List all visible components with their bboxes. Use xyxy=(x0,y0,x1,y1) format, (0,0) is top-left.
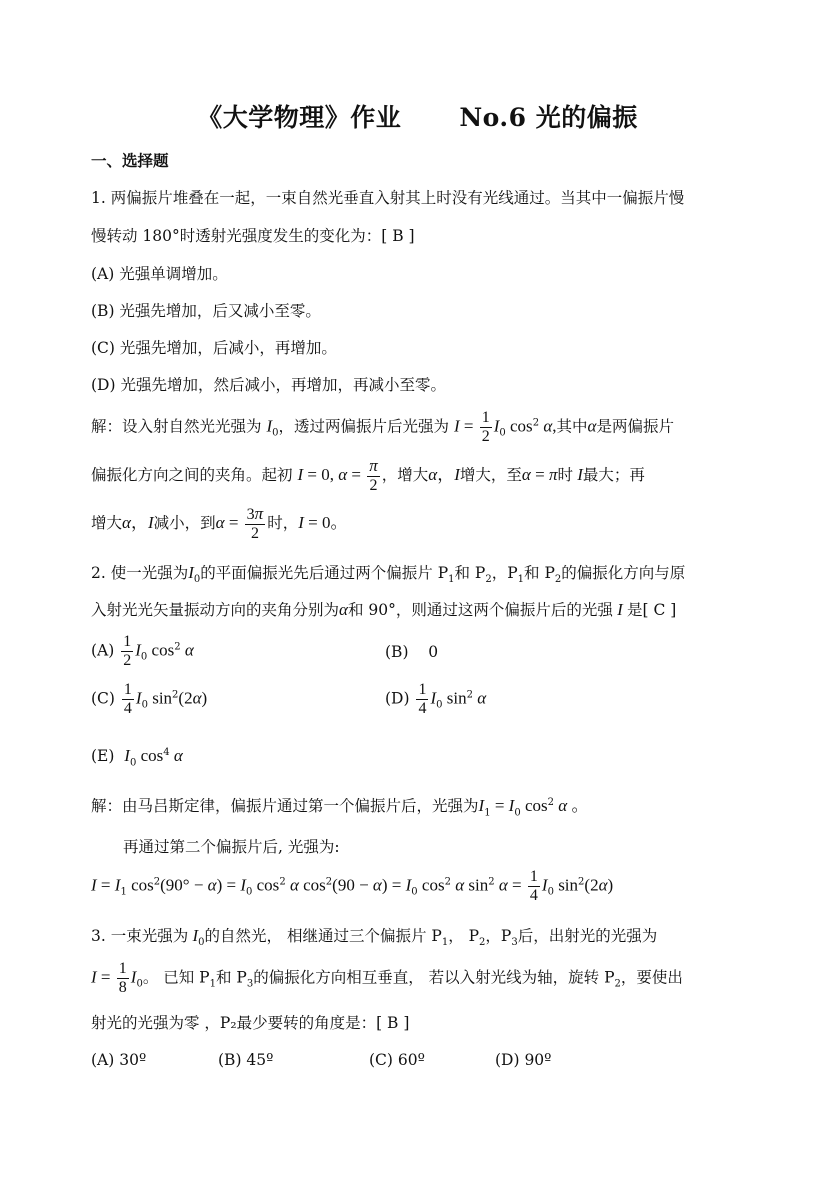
q1-option-a: (A) 光强单调增加。 xyxy=(91,265,228,283)
q2-option-c: (C) $\frac{1}{4}$ $I_0$ $\sin^2(2\alpha)$ xyxy=(91,681,208,717)
section-heading: 一、选择题 xyxy=(91,151,169,170)
q1-option-c: (C) 光强先增加，后减小，再增加。 xyxy=(91,339,337,357)
q2-option-a: (A) $\frac{1}{2}$ $I_0$ $\cos^2 \alpha$ xyxy=(91,633,194,669)
q1-option-b: (B) 光强先增加，后又减小至零。 xyxy=(91,302,321,320)
q3-stem-line1: 3. 一束光强为 $I_0$的自然光， 相继通过三个偏振片 $P_1$， $P_2$，$P_3$后，出射光的光强为 xyxy=(91,926,658,949)
q2-option-e: (E) $I_0$ $\cos^4 \alpha$ xyxy=(91,746,183,769)
q2-stem-line2: 入射光光矢量振动方向的夹角分别为α和 90°，则通过这两个偏振片后的光强 I 是[ C ] xyxy=(91,600,677,619)
q3-option-d: (D) 90º xyxy=(495,1051,552,1069)
q1-stem-line1: 1. 两偏振片堆叠在一起，一束自然光垂直入射其上时没有光线通过。当其中一偏振片慢 xyxy=(91,189,685,207)
q3-option-b: (B) 45º xyxy=(218,1051,274,1069)
page-title xyxy=(0,98,835,134)
q3-stem-line3: 射光的光强为零 ，P₂最少要转的角度是：[ B ] xyxy=(91,1014,410,1032)
q1-option-d: (D) 光强先增加，然后减小，再增加，再减小至零。 xyxy=(91,376,446,394)
q3-option-a: (A) 30º xyxy=(91,1051,147,1069)
title-left: 《大学物理》作业 xyxy=(197,103,402,132)
q2-solution-line2: 再通过第二个偏振片后, 光强为: xyxy=(123,838,340,856)
q1-stem-line2: 慢转动 180°时透射光强度发生的变化为：[ B ] xyxy=(91,227,415,245)
q1-solution-line1: 解：设入射自然光光强为 $I_0$，透过两偏振片后光强为 I = $\frac{1}{2}$ $I_0$ $\cos^2 \alpha$,其中α是两偏振片 xyxy=(91,409,674,445)
q3-stem-line2: I = $\frac{1}{8}$ $I_0$。 已知 $P_1$和 $P_3$的偏振化方向相互垂直， 若以入射光线为轴，旋转 $P_2$，要使出 xyxy=(91,960,683,996)
q2-option-d: (D) $\frac{1}{4}$ $I_0$ $\sin^2 \alpha$ xyxy=(385,681,487,717)
q2-solution-line1: 解：由马吕斯定律，偏振片通过第一个偏振片后，光强为$I_1 = I_0$ $\cos^2 \alpha$ 。 xyxy=(91,796,589,819)
q1-solution-line3: 增大α，I减小，到α = $\frac{3\pi}{2}$ 时，I = 0。 xyxy=(91,504,348,542)
q3-option-c: (C) 60º xyxy=(369,1051,425,1069)
q1-solution-line2: 偏振化方向之间的夹角。起初 I = 0, α = $\frac{\pi}{2}$ ，增大α，I增大，至α = π时 I最大；再 xyxy=(91,456,645,494)
q2-solution-equation: $I = I_1$ $\cos^2(90^\circ - \alpha) = I_0$ $\cos^2 \alpha$ $\cos^2(90 - \alpha) = I_0$ $\cos^2 \alpha$ $\sin^2 \alpha$ = $\frac{1}{4}$ $I_0$ $\sin^2(2\alpha)$ xyxy=(91,868,614,904)
q2-option-b: (B) 0 xyxy=(385,643,439,661)
title-right: No.6 光的偏振 xyxy=(459,103,638,132)
q2-stem-line1: 2. 使一光强为$I_0$的平面偏振光先后通过两个偏振片 $P_1$和 $P_2$，$P_1$和 $P_2$的偏振化方向与原 xyxy=(91,563,686,586)
